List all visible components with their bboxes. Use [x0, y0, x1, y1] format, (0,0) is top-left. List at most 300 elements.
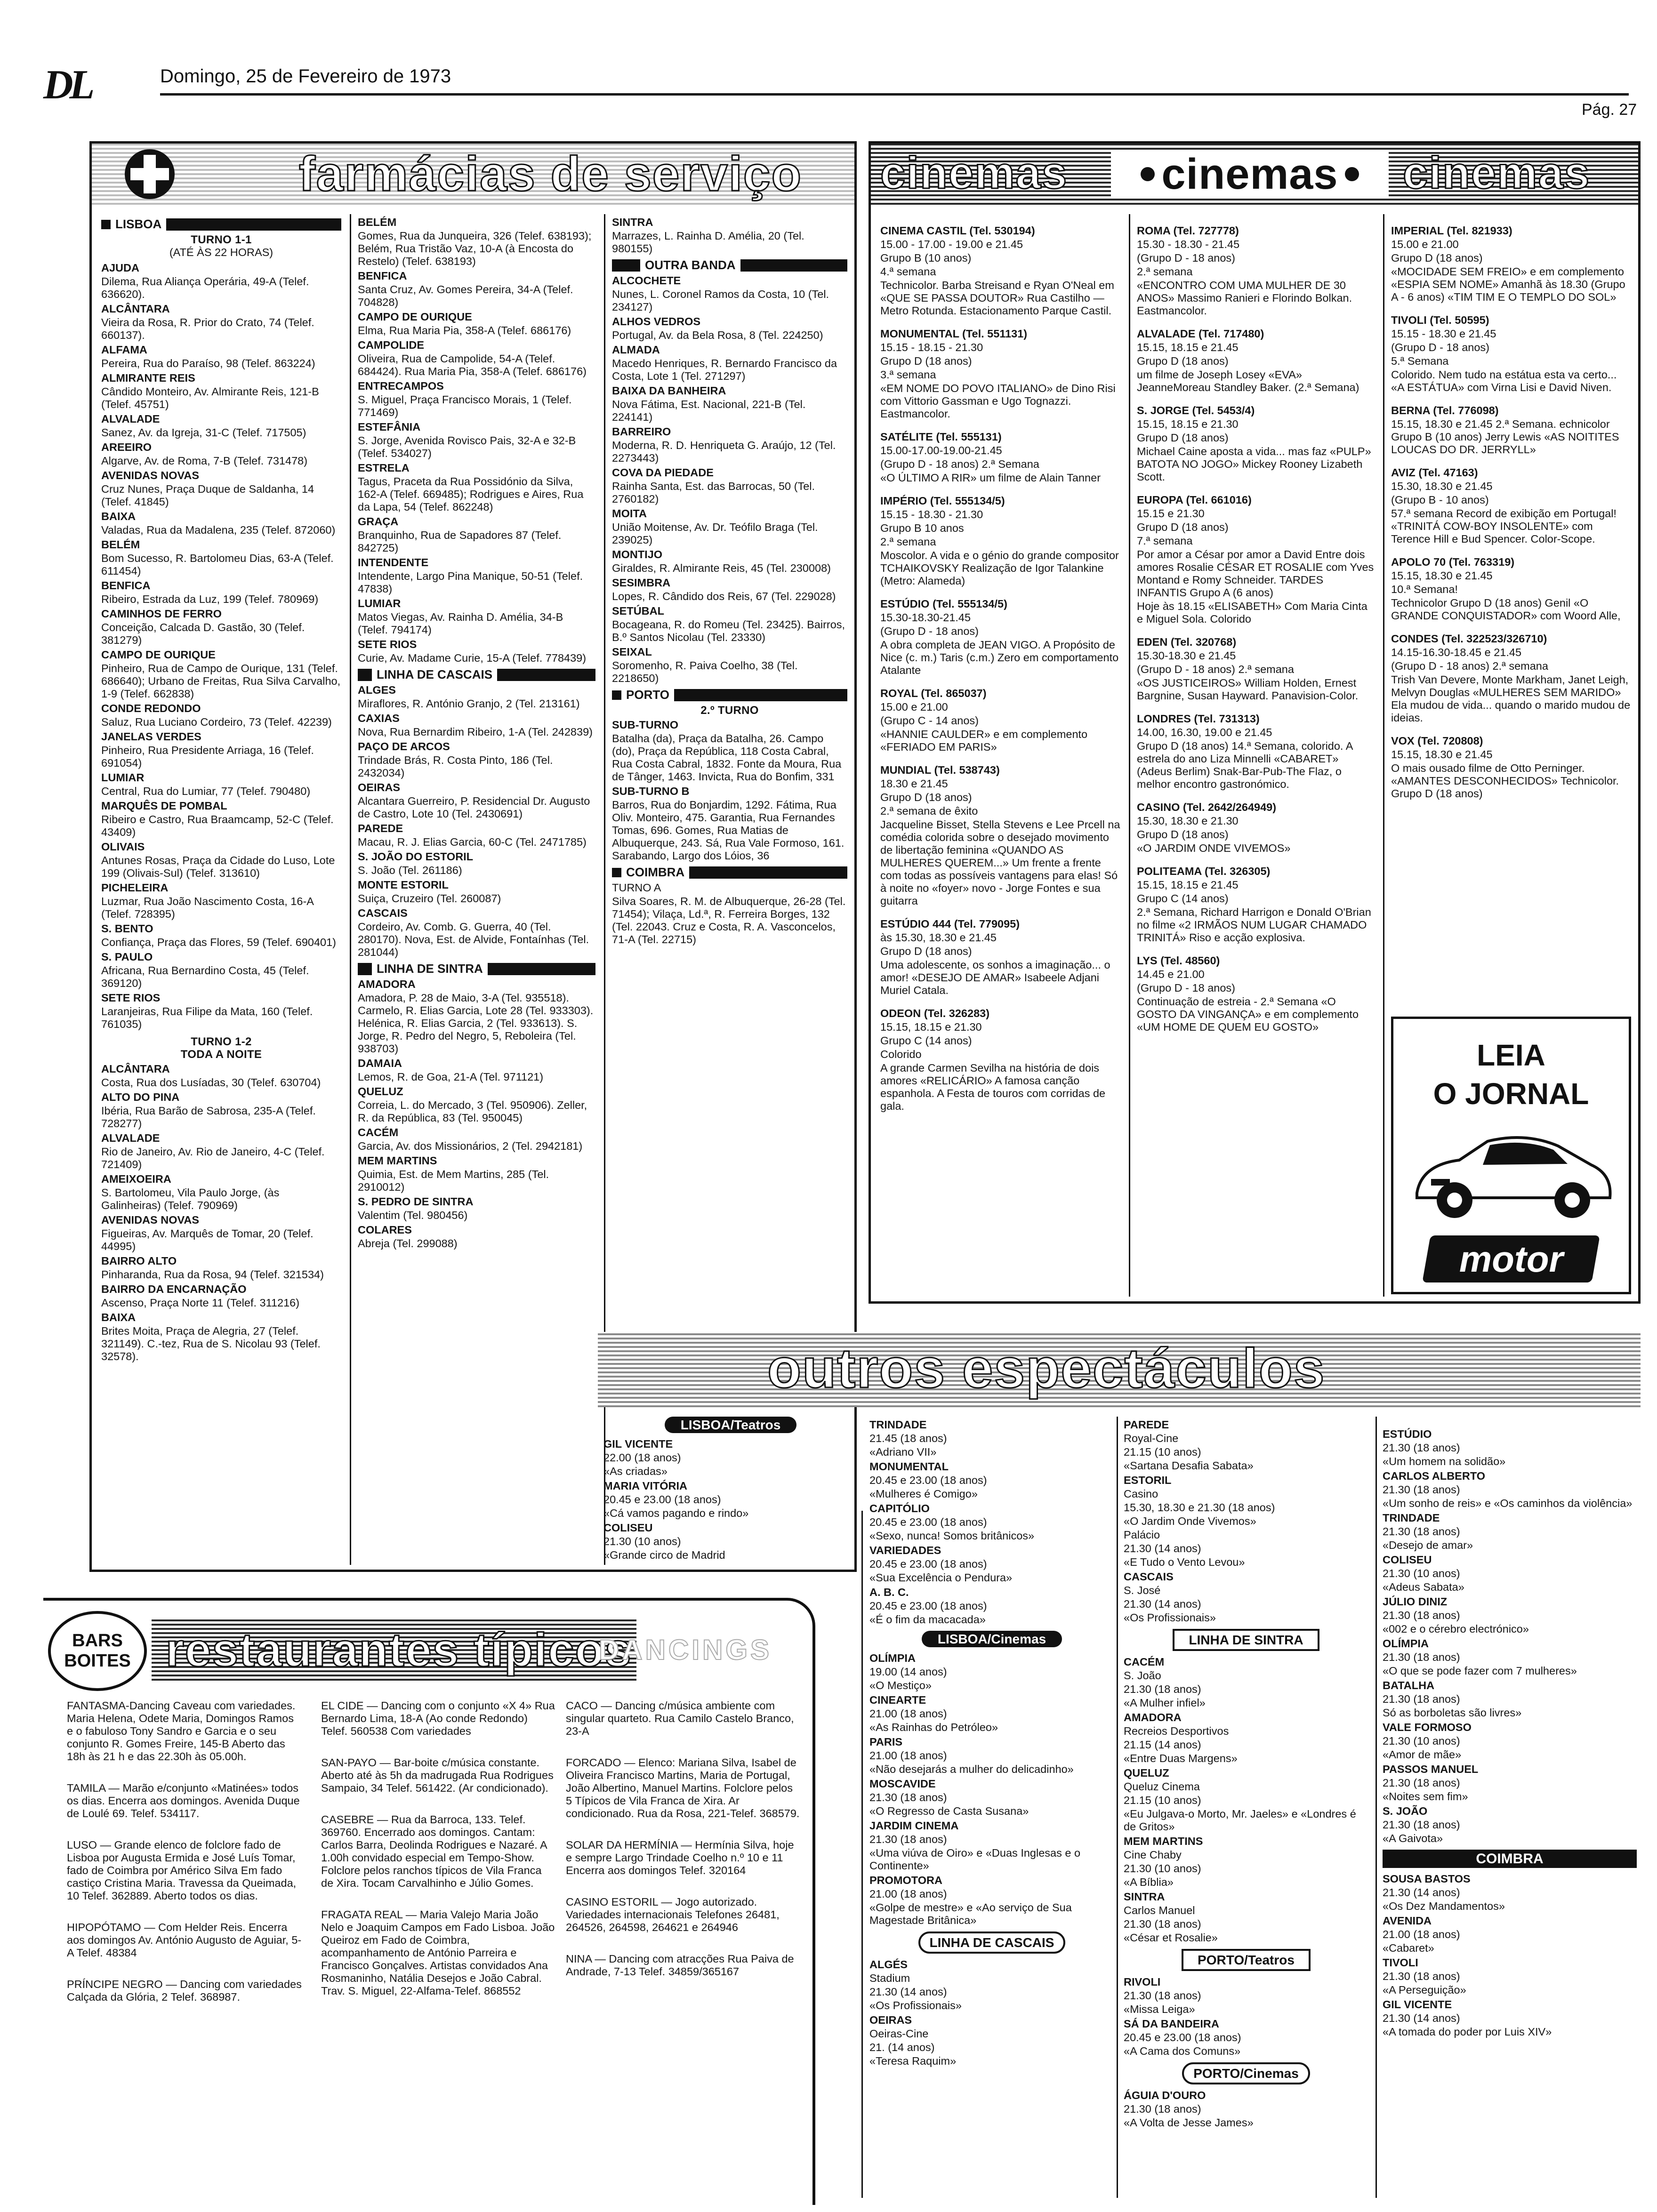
list-item: Lemos, R. de Goa, 21-A (Tel. 971121)	[358, 1071, 544, 1083]
cinema-detail: Moscolor. A vida e o génio do grande compositor TCHAIKOVSKY Realização de Igor Talankine (Metro: Alameda)	[880, 549, 1119, 587]
cinemas-title-band	[871, 144, 1638, 205]
list-heading: SÁ DA BANDEIRA	[1124, 2018, 1219, 2030]
other-shows-column-4	[1383, 1426, 1637, 2039]
list-heading: BAIXA	[101, 1311, 136, 1323]
lisboa-theatres-list-2	[869, 1419, 1114, 1626]
list-item: 21.30 (18 anos)	[869, 1791, 947, 1803]
list-item: Portugal, Av. da Bela Rosa, 8 (Tel. 224250)	[612, 329, 823, 341]
venue-listing: SAN-PAYO — Bar-boite c/música constante. Aberto até às 5h da madrugada Rua Rodrigues Sampaio, 34 Telef. 561422. (Ar condicionado).	[321, 1756, 554, 1794]
list-item: Moderna, R. D. Henriqueta G. Araújo, 12 (Tel. 2273443)	[612, 439, 836, 464]
cinema-detail: 15.15, 18.15 e 21.45	[1137, 341, 1239, 353]
list-item: Ribeiro e Castro, Rua Braamcamp, 52-C (Telef. 43409)	[101, 813, 334, 838]
list-heading: S. JOÃO DO ESTORIL	[358, 850, 474, 863]
bars-title: restaurantes típicos	[166, 1624, 632, 1676]
cinema-detail: 15.30 - 18.30 - 21.45	[1137, 238, 1240, 250]
list-heading: A. B. C.	[869, 1586, 909, 1598]
list-item: S. Miguel, Praça Francisco Morais, 1 (Telef. 771469)	[358, 393, 572, 418]
lisboa-teatros-label: LISBOA/Teatros	[665, 1417, 797, 1433]
cinema-name: ESTÚDIO (Tel. 555134/5)	[880, 598, 1007, 610]
pharmacies-title-band	[92, 144, 854, 205]
list-item: S. João (Tel. 261186)	[358, 864, 462, 876]
list-heading: MARQUÊS DE POMBAL	[101, 800, 227, 812]
cinema-detail: A grande Carmen Sevilha na história de dois amores «RELICÁRIO» A famosa canção espanhola. A Festa de touros com corridas de gala.	[880, 1062, 1106, 1112]
list-heading: GIL VICENTE	[1383, 1998, 1452, 2011]
list-item: Nova Fátima, Est. Nacional, 221-B (Tel. 224141)	[612, 398, 806, 423]
bars-section	[43, 1598, 815, 2205]
bars-badge-top: BARS	[72, 1631, 123, 1651]
list-item: Cine Chaby	[1124, 1849, 1182, 1861]
cinemas-divider-2	[1383, 214, 1384, 1297]
cinema-name: EUROPA (Tel. 661016)	[1137, 494, 1252, 506]
list-item: Laranjeiras, Rua Filipe da Mata, 160 (Telef. 761035)	[101, 1005, 313, 1030]
other-shows-divider-2	[1117, 1417, 1118, 2198]
list-heading: AMADORA	[1124, 1711, 1182, 1723]
list-heading: CASCAIS	[1124, 1571, 1174, 1583]
list-heading: OEIRAS	[869, 2014, 912, 2026]
porto-header: PORTO	[612, 689, 847, 701]
other-shows-column-1	[603, 1417, 858, 1563]
coimbra-pharmacies: Silva Soares, R. M. de Albuquerque, 26-28 (Tel. 71454); Vilaça, Ld.ª, R. Ferreira Borges, 132 (Tel. 22043. Cruz e Costa, R. A. Vasconcelos, 71-A (Tel. 22715)	[612, 895, 846, 946]
cinemas-divider-1	[1129, 214, 1130, 1297]
list-item: Cândido Monteiro, Av. Almirante Reis, 121-B (Telef. 45751)	[101, 385, 319, 410]
cascais-cinemas-list	[869, 1958, 1114, 2068]
venue-listing: PRÍNCIPE NEGRO — Dancing com variedades Calçada da Glória, 2 Telef. 368987.	[67, 1978, 302, 2003]
pharmacies-column-2	[358, 214, 595, 1251]
other-shows-title-band	[598, 1332, 1641, 1407]
cinema-detail: Trish Van Devere, Monte Markham, Janet Leigh, Melvyn Douglas «MULHERES SEM MARIDO» Ela mudou de vida... quando o marido mudou de ideias.	[1391, 673, 1631, 724]
cinema-detail: 15.15, 18.15 e 21.30	[880, 1021, 982, 1033]
list-item: «Noites sem fim»	[1383, 1790, 1468, 1803]
list-heading: S. PEDRO DE SINTRA	[358, 1195, 474, 1208]
cinema-detail: 15.30-18.30-21.45	[880, 611, 971, 624]
cinema-detail: 15.15 - 18.15 - 21.30	[880, 341, 983, 353]
list-item: «Sartana Desafia Sabata»	[1124, 1459, 1254, 1472]
pharmacies-column-1	[101, 214, 341, 1364]
ad-brand: motor	[1459, 1238, 1563, 1280]
list-heading: CAPITÓLIO	[869, 1502, 930, 1515]
motor-advertisement[interactable]	[1391, 1017, 1631, 1294]
list-heading: VALE FORMOSO	[1383, 1721, 1472, 1733]
list-heading: QUELUZ	[1124, 1767, 1169, 1779]
list-heading: S. JOÃO	[1383, 1805, 1428, 1817]
list-heading: CONDE REDONDO	[101, 702, 201, 714]
cinema-detail: 57.ª semana Record de exibição em Portugal! «TRINITÁ COW-BOY INSOLENTE» com Terence Hill e Bud Spencer. Color-Scope.	[1391, 507, 1617, 545]
cinema-detail: 4.ª semana	[880, 265, 936, 278]
list-item: 20.45 e 23.00 (18 anos)	[869, 1474, 987, 1486]
list-item: 21.30 (18 anos)	[1383, 1525, 1460, 1538]
list-heading: BAIRRO DA ENCARNAÇÃO	[101, 1283, 247, 1295]
cinema-name: CONDES (Tel. 322523/326710)	[1391, 633, 1547, 645]
list-heading: SESIMBRA	[612, 577, 671, 589]
list-item: Trindade Brás, R. Costa Pinto, 186 (Tel. 2432034)	[358, 754, 553, 779]
list-item: 20.45 e 23.00 (18 anos)	[603, 1493, 721, 1506]
cinema-detail: 15.15 - 18.30 - 21.30	[880, 508, 983, 521]
list-heading: BENFICA	[358, 270, 407, 282]
list-item: «Adeus Sabata»	[1383, 1581, 1464, 1593]
list-item: Curie, Av. Madame Curie, 15-A (Telef. 778439)	[358, 652, 587, 664]
cinema-name: POLITEAMA (Tel. 326305)	[1137, 865, 1271, 877]
list-heading: BELÉM	[101, 538, 140, 551]
list-heading: COVA DA PIEDADE	[612, 466, 714, 479]
ad-headline-1: LEIA	[1477, 1038, 1545, 1072]
list-heading: ESTÚDIO	[1383, 1428, 1432, 1440]
list-heading: ALGÉS	[869, 1958, 908, 1971]
cinema-detail: 18.30 e 21.45	[880, 777, 948, 790]
list-item: 21. (14 anos)	[869, 2041, 935, 2053]
cinema-name: BERNA (Tel. 776098)	[1391, 404, 1499, 417]
list-item: «Golpe de mestre» e «Ao serviço de Sua Magestade Britânica»	[869, 1901, 1072, 1926]
cinema-name: IMPERIAL (Tel. 821933)	[1391, 224, 1512, 237]
list-item: Só as borboletas são livres»	[1383, 1707, 1522, 1719]
list-item: 21.30 (18 anos)	[1383, 1970, 1460, 1982]
list-heading: BENFICA	[101, 579, 151, 592]
list-heading: BAIRRO ALTO	[101, 1255, 177, 1267]
list-item: 21.30 (18 anos)	[1383, 1483, 1460, 1496]
list-item: Antunes Rosas, Praça da Cidade do Luso, Lote 199 (Olivais-Sul) (Telef. 313610)	[101, 854, 335, 879]
list-heading: SINTRA	[1124, 1891, 1165, 1903]
list-item: Barros, Rua do Bonjardim, 1292. Fátima, Rua Oliv. Monteiro, 475. Garantia, Rua Fernandes Tomas, 696. Gomes, Rua Matias de Albuquerque, 243. Sá, Rua Vale Formoso, 161. Sarabando, Largo dos Lóios, 36	[612, 799, 845, 862]
list-item: «César et Rosalie»	[1124, 1931, 1218, 1944]
list-item: Oeiras-Cine	[869, 2028, 929, 2040]
list-item: 21.30 (18 anos)	[1124, 1683, 1201, 1695]
list-item: Ribeiro, Estrada da Luz, 199 (Telef. 780969)	[101, 593, 319, 605]
list-item: 20.45 e 23.00 (18 anos)	[869, 1516, 987, 1528]
list-heading: ESTORIL	[1124, 1474, 1172, 1486]
venue-listing: NINA — Dancing com atracções Rua Paiva de Andrade, 7-13 Telef. 34859/365167	[566, 1953, 794, 1978]
list-item: 21.30 (14 anos)	[1383, 1886, 1460, 1899]
list-item: «Eu Julgava-o Morto, Mr. Jaeles» e «Londres é de Gritos»	[1124, 1808, 1356, 1833]
lisboa-list-continued	[358, 216, 595, 665]
other-shows-column-3	[1124, 1417, 1368, 2130]
list-item: Suiça, Cruzeiro (Tel. 260087)	[358, 892, 501, 905]
list-heading: ALFAMA	[101, 344, 147, 356]
list-item: 15.30, 18.30 e 21.30 (18 anos)	[1124, 1501, 1275, 1514]
list-heading: S. PAULO	[101, 951, 153, 963]
list-item: 20.45 e 23.00 (18 anos)	[869, 1600, 987, 1612]
list-item: Pinharanda, Rua da Rosa, 94 (Telef. 321534)	[101, 1268, 324, 1281]
cinema-name: LONDRES (Tel. 731313)	[1137, 713, 1260, 725]
list-item: Figueiras, Av. Marquês de Tomar, 20 (Telef. 44995)	[101, 1227, 314, 1252]
cinema-detail: «OS JUSTICEIROS» William Holden, Ernest Bargnine, Susan Hayward. Panavision-Color.	[1137, 677, 1359, 702]
list-heading: AVENIDA	[1383, 1915, 1432, 1927]
list-heading: AVENIDAS NOVAS	[101, 469, 200, 481]
cinema-name: VOX (Tel. 720808)	[1391, 735, 1483, 747]
list-item: 21.00 (18 anos)	[1383, 1928, 1460, 1940]
cinema-detail: Grupo D (18 anos)	[880, 355, 972, 367]
list-heading: PARIS	[869, 1736, 903, 1748]
list-item: Central, Rua do Lumiar, 77 (Telef. 790480)	[101, 785, 311, 797]
cinema-detail: Grupo B 10 anos	[880, 522, 964, 534]
cinema-detail: Grupo D (18 anos)	[1137, 828, 1229, 841]
list-item: Amadora, P. 28 de Maio, 3-A (Tel. 935518). Carmelo, R. Elias Garcia, Lote 28 (Tel. 933303). Helénica, R. Elias Garcia, 2 (Tel. 933613). S. Jorge, R. Pedro del Negro, 5, Reboleira (Tel. 938703)	[358, 992, 594, 1055]
list-item: Casino	[1124, 1488, 1158, 1500]
list-heading: S. BENTO	[101, 922, 153, 935]
bullet-icon	[1141, 167, 1155, 181]
list-heading: ALVALADE	[101, 1132, 160, 1144]
list-heading: SETÚBAL	[612, 605, 664, 617]
list-heading: BELÉM	[358, 216, 397, 228]
list-heading: AREEIRO	[101, 441, 152, 453]
list-item: Cruz Nunes, Praça Duque de Saldanha, 14 (Telef. 41845)	[101, 483, 314, 508]
porto-theatres-list	[1124, 1976, 1368, 2058]
list-heading: ALGES	[358, 684, 396, 696]
cinema-detail: 3.ª semana	[880, 369, 936, 381]
cinema-detail: 10.ª Semana!	[1391, 583, 1458, 595]
cinema-detail: 15.15, 18.15 e 21.30	[1137, 418, 1239, 430]
list-heading: AJUDA	[101, 262, 139, 274]
list-heading: CASCAIS	[358, 907, 408, 919]
ad-brand-plate	[1422, 1235, 1600, 1282]
cinema-detail: (Grupo D - 18 anos)	[1137, 982, 1235, 994]
list-item: Algarve, Av. de Roma, 7-B (Telef. 731478)	[101, 455, 308, 467]
list-item: «A Cama dos Comuns»	[1124, 2045, 1241, 2057]
list-item: Branquinho, Rua de Sapadores 87 (Telef. 842725)	[358, 529, 562, 554]
list-item: Palácio	[1124, 1529, 1160, 1541]
list-item: Gomes, Rua da Junqueira, 326 (Telef. 638193); Belém, Rua Tristão Vaz, 10-A (à Encosta do Restelo) (Telef. 638193)	[358, 230, 592, 267]
porto-cinemas-list	[1124, 2089, 1368, 2129]
list-heading: AMADORA	[358, 978, 416, 990]
other-shows-column-2	[869, 1417, 1114, 2068]
list-heading: SETE RIOS	[358, 638, 417, 650]
list-heading: AVENIDAS NOVAS	[101, 1214, 200, 1226]
venue-listing: TAMILA — Marão e/conjunto «Matinées» todos os dias. Encerra aos domingos. Avenida Duque de Loulé 69. Telef. 534117.	[67, 1782, 300, 1819]
list-item: Rainha Santa, Est. das Barrocas, 50 (Tel. 2760182)	[612, 480, 815, 505]
list-item: «O Mestiço»	[869, 1679, 932, 1691]
list-item: 21.30 (18 anos)	[869, 1833, 947, 1845]
list-item: Abreja (Tel. 299088)	[358, 1237, 458, 1250]
cinema-detail: 15.00 e 21.00	[880, 701, 948, 713]
list-item: 21.30 (10 anos)	[1383, 1567, 1460, 1579]
cinema-detail: (Grupo D - 18 anos) 2.ª Semana	[880, 458, 1039, 470]
list-item: Quimia, Est. de Mem Martins, 285 (Tel. 2910012)	[358, 1168, 549, 1193]
list-item: Pereira, Rua do Paraíso, 98 (Telef. 863224)	[101, 357, 315, 369]
sintra-header: LINHA DE SINTRA	[358, 962, 595, 975]
list-heading: ESTEFÂNIA	[358, 421, 421, 433]
list-item: 21.30 (18 anos)	[1383, 1609, 1460, 1621]
cinemas-column-1	[880, 214, 1120, 1114]
cinema-detail: 2.ª semana	[1137, 265, 1193, 278]
list-item: «Sexo, nunca! Somos britânicos»	[869, 1530, 1035, 1542]
list-item: Brites Moita, Praça de Alegria, 27 (Telef. 321149). C.-tez, Rua de S. Nicolau 93 (Telef. 32578).	[101, 1325, 321, 1362]
masthead	[0, 0, 1657, 132]
list-item: «Um homem na solidão»	[1383, 1455, 1506, 1467]
cinema-detail: (Grupo D - 18 anos) 2.ª semana	[1137, 663, 1294, 675]
list-item: 21.30 (18 anos)	[1383, 1651, 1460, 1663]
list-item: 21.00 (18 anos)	[869, 1707, 947, 1720]
list-heading: OLÍMPIA	[1383, 1637, 1429, 1650]
venue-listing: FORCADO — Elenco: Mariana Silva, Isabel de Oliveira Francisco Martins, Maria de Portugal, João Albertino, Manuel Martins. Folclore pelos 5 Típicos de Vila Franca de Xira. Ar condicionado. Rua da Rosa, 221-Telef. 368579.	[566, 1756, 800, 1819]
bullet-icon	[1345, 167, 1359, 181]
list-item: Marrazes, L. Rainha D. Amélia, 20 (Tel. 980155)	[612, 230, 804, 255]
list-item: 21.30 (18 anos)	[1124, 1918, 1201, 1930]
cinema-name: MONUMENTAL (Tel. 551131)	[880, 328, 1028, 340]
cinema-detail: Grupo B (10 anos)	[880, 252, 972, 264]
porto-cinemas-list-2	[1383, 1428, 1637, 1845]
list-item: «A Mulher infiel»	[1124, 1697, 1206, 1709]
list-item: Ascenso, Praça Norte 11 (Telef. 311216)	[101, 1297, 300, 1309]
list-heading: MEM MARTINS	[1124, 1835, 1203, 1847]
cinema-detail: «HANNIE CAULDER» e em complemento «FERIADO EM PARIS»	[880, 728, 1088, 753]
list-item: «Adriano VII»	[869, 1446, 937, 1458]
venue-listing: CACO — Dancing c/música ambiente com singular quarteto. Rua Camilo Castelo Branco, 23-A	[566, 1699, 794, 1737]
porto-turno: 2.º TURNO	[700, 704, 759, 717]
venue-listing: CASINO ESTORIL — Jogo autorizado. Variedades internacionais Telefones 26481, 264526, 264598, 264621 e 264946	[566, 1896, 780, 1933]
cinema-detail: Michael Caine aposta a vida... mas faz «PULP» BATOTA NO JOGO» Mickey Rooney Lizabeth Scott.	[1137, 445, 1371, 483]
list-heading: CACÉM	[358, 1126, 399, 1138]
cinema-detail: Grupo D (18 anos)	[1137, 521, 1229, 533]
list-item: 20.45 e 23.00 (18 anos)	[869, 1558, 987, 1570]
list-item: «A tomada do poder por Luis XIV»	[1383, 2026, 1552, 2038]
list-item: 21.30 (14 anos)	[1124, 1598, 1201, 1610]
list-item: «Cabaret»	[1383, 1942, 1434, 1954]
list-item: «A Gaivota»	[1383, 1832, 1443, 1844]
other-shows-title: outros espectáculos	[767, 1338, 1326, 1400]
cinema-detail: O mais ousado filme de Otto Perninger. «AMANTES DESCONHECIDOS» Technicolor. Grupo D (18 anos)	[1391, 762, 1619, 800]
list-heading: INTENDENTE	[358, 556, 429, 569]
coimbra-header: COIMBRA	[612, 866, 847, 879]
list-heading: TIVOLI	[1383, 1956, 1418, 1969]
list-item: Carlos Manuel	[1124, 1904, 1195, 1916]
list-heading: VARIEDADES	[869, 1544, 941, 1556]
list-heading: RIVOLI	[1124, 1976, 1161, 1988]
cinema-detail: (Grupo D - 18 anos)	[880, 625, 979, 637]
list-item: «É o fim da macacada»	[869, 1613, 986, 1626]
sintra-cinemas-list	[1124, 1656, 1368, 1944]
list-item: 21.30 (10 anos)	[1383, 1735, 1460, 1747]
cinema-detail: 15.30-18.30 e 21.45	[1137, 649, 1236, 662]
ad-headline-2: O JORNAL	[1433, 1077, 1589, 1111]
list-item: «As Rainhas do Petróleo»	[869, 1721, 998, 1733]
cinema-detail: Grupo D (18 anos)	[1137, 432, 1229, 444]
cinemas-title-plate	[1111, 150, 1389, 198]
list-item: 20.45 e 23.00 (18 anos)	[1124, 2031, 1241, 2044]
list-item: Santa Cruz, Av. Gomes Pereira, 34-A (Telef. 704828)	[358, 283, 573, 308]
bars-badge-bottom: BOITES	[64, 1651, 131, 1671]
cinema-detail: 5.ª Semana	[1391, 355, 1449, 367]
list-item: Ibéria, Rua Barão de Sabrosa, 235-A (Telef. 728277)	[101, 1105, 316, 1130]
list-item: 21.30 (10 anos)	[1124, 1862, 1201, 1875]
list-item: 21.30 (18 anos)	[1383, 1777, 1460, 1789]
linha-cascais-label: LINHA DE CASCAIS	[918, 1931, 1066, 1954]
list-item: S. Jorge, Avenida Rovisco Pais, 32-A e 32-B (Telef. 534027)	[358, 434, 576, 459]
list-item: Queluz Cinema	[1124, 1780, 1200, 1793]
list-item: «Não desejarás a mulher do delicadinho»	[869, 1763, 1074, 1775]
cinema-name: CASINO (Tel. 2642/264949)	[1137, 801, 1277, 813]
porto-cinemas-label: PORTO/Cinemas	[1182, 2062, 1310, 2084]
list-item: «As criadas»	[603, 1465, 668, 1477]
list-item: Luzmar, Rua João Nascimento Costa, 16-A (Telef. 728395)	[101, 895, 314, 920]
list-item: 21.15 (14 anos)	[1124, 1739, 1201, 1751]
cinema-name: ROMA (Tel. 727778)	[1137, 224, 1239, 237]
cinema-detail: Grupo C (14 anos)	[1137, 892, 1229, 905]
cinema-detail: Technicolor Grupo D (18 anos) Genil «O GRANDE CONQUISTADOR» com Woord Alle,	[1391, 597, 1621, 622]
list-item: 21.30 (18 anos)	[1124, 2103, 1201, 2115]
list-item: Saluz, Rua Luciano Cordeiro, 73 (Telef. 42239)	[101, 716, 332, 728]
cinemas-section	[869, 141, 1641, 1304]
porto-list	[612, 719, 847, 862]
list-item: Macau, R. J. Elias Garcia, 60-C (Tel. 2471785)	[358, 836, 587, 848]
cinema-name: ODEON (Tel. 326283)	[880, 1007, 990, 1019]
cinema-detail: (Grupo C - 14 anos)	[880, 714, 979, 727]
cinema-detail: 15.15 - 18.30 e 21.45	[1391, 328, 1496, 340]
list-heading: GRAÇA	[358, 515, 399, 528]
list-item: 19.00 (14 anos)	[869, 1666, 947, 1678]
list-heading: ALMIRANTE REIS	[101, 372, 195, 384]
cinema-detail: Jacqueline Bisset, Stella Stevens e Lee Prcell na comédia colorida sobre o desejado movimento de libertação feminina «QUANDO AS MULHERES QUEREM...» Um frente a frente com todas as possíveis vantagens para elas! Só à noite no «foyer» novo - Jorge Fontes e sua guitarra	[880, 818, 1120, 907]
list-item: Stadium	[869, 1972, 910, 1984]
cinema-detail: Por amor a César por amor a David Entre dois amores Rosalie CÉSAR ET ROSALIE com Yves Montand e Romy Schneider. TARDES INFANTIS Grupo A (6 anos)	[1137, 548, 1374, 599]
list-heading: ALVALADE	[101, 413, 160, 425]
list-item: 21.30 (18 anos)	[1383, 1819, 1460, 1831]
list-item: Macedo Henriques, R. Bernardo Francisco da Costa, Lote 1 (Tel. 271297)	[612, 357, 837, 382]
cinema-detail: Colorido. Nem tudo na estátua esta va certo... «A ESTÁTUA» com Virna Lisi e David Niven.	[1391, 369, 1617, 393]
porto-teatros-label: PORTO/Teatros	[1182, 1949, 1311, 1971]
list-heading: BARREIRO	[612, 425, 671, 438]
list-item: 21.30 (14 anos)	[1124, 1542, 1201, 1555]
cinema-detail: 15.15, 18.15 e 21.45	[1137, 879, 1239, 891]
cinema-detail: «ENCONTRO COM UMA MULHER DE 30 ANOS» Massimo Ranieri e Florindo Bolkan. Eastmancolor.	[1137, 279, 1352, 317]
list-item: «A Volta de Jesse James»	[1124, 2116, 1254, 2129]
turno-1-2-note: TODA A NOITE	[180, 1048, 262, 1061]
cinema-detail: (Grupo D - 18 anos)	[1137, 252, 1235, 264]
page-number: Pág. 27	[1582, 101, 1637, 119]
list-item: S. João	[1124, 1669, 1161, 1682]
cinema-detail: Grupo D (18 anos)	[880, 945, 972, 957]
issue-date: Domingo, 25 de Fevereiro de 1973	[160, 66, 451, 87]
cinemas-column-3	[1391, 214, 1631, 801]
list-heading: BAIXA DA BANHEIRA	[612, 385, 726, 397]
list-item: «E Tudo o Vento Levou»	[1124, 1556, 1245, 1568]
list-item: Cordeiro, Av. Comb. G. Guerra, 40 (Tel. 280170). Nova, Est. de Alvide, Fontaínhas (Tel. 281044)	[358, 921, 589, 958]
list-item: Valadas, Rua da Madalena, 235 (Telef. 872060)	[101, 524, 336, 536]
list-item: «Teresa Raquim»	[869, 2055, 957, 2067]
coimbra-list	[1383, 1873, 1637, 2038]
list-heading: PROMOTORA	[869, 1874, 942, 1886]
list-heading: CACÉM	[1124, 1656, 1165, 1668]
car-illustration	[1403, 1122, 1619, 1226]
lisboa-header: LISBOA	[101, 218, 341, 231]
bars-title-band	[152, 1619, 636, 1681]
list-heading: CINEARTE	[869, 1694, 926, 1706]
list-item: Miraflores, R. António Granjo, 2 (Tel. 213161)	[358, 697, 580, 710]
list-heading: TRINDADE	[869, 1419, 927, 1431]
list-item: Rio de Janeiro, Av. Rio de Janeiro, 4-C (Telef. 721409)	[101, 1146, 325, 1170]
list-item: S. Bartolomeu, Vila Paulo Jorge, (às Galinheiras) (Telef. 790969)	[101, 1186, 280, 1211]
list-heading: JANELAS VERDES	[101, 730, 201, 743]
list-item: «A Perseguição»	[1383, 1984, 1466, 1996]
list-item: «Os Dez Mandamentos»	[1383, 1900, 1505, 1912]
list-heading: CARLOS ALBERTO	[1383, 1470, 1486, 1482]
cinema-detail: 2.ª semana	[880, 536, 936, 548]
list-heading: SOUSA BASTOS	[1383, 1873, 1471, 1885]
outra-banda-list	[612, 274, 847, 685]
list-item: Valentim (Tel. 980456)	[358, 1209, 468, 1221]
cinema-detail: 15.15, 18.30 e 21.45	[1391, 748, 1493, 761]
list-item: «Os Profissionais»	[1124, 1611, 1216, 1624]
cinema-detail: Grupo C (14 anos)	[880, 1034, 972, 1047]
lisboa-theatres-list	[603, 1438, 858, 1562]
cinema-name: IMPÉRIO (Tel. 555134/5)	[880, 495, 1005, 507]
list-heading: ENTRECAMPOS	[358, 380, 444, 392]
list-item: «O Regresso de Casta Susana»	[869, 1805, 1029, 1817]
list-heading: SUB-TURNO B	[612, 785, 690, 797]
cinema-name: ROYAL (Tel. 865037)	[880, 687, 987, 699]
list-heading: ALHOS VEDROS	[612, 315, 701, 328]
cinema-detail: Uma adolescente, os sonhos a imaginação... o amor! «DESEJO DE AMAR» Isabeele Adjani Muriel Catala.	[880, 959, 1110, 996]
list-item: 21.15 (10 anos)	[1124, 1446, 1201, 1458]
list-heading: COLISEU	[1383, 1554, 1432, 1566]
cinemas-title-left: cinemas	[880, 148, 1068, 198]
